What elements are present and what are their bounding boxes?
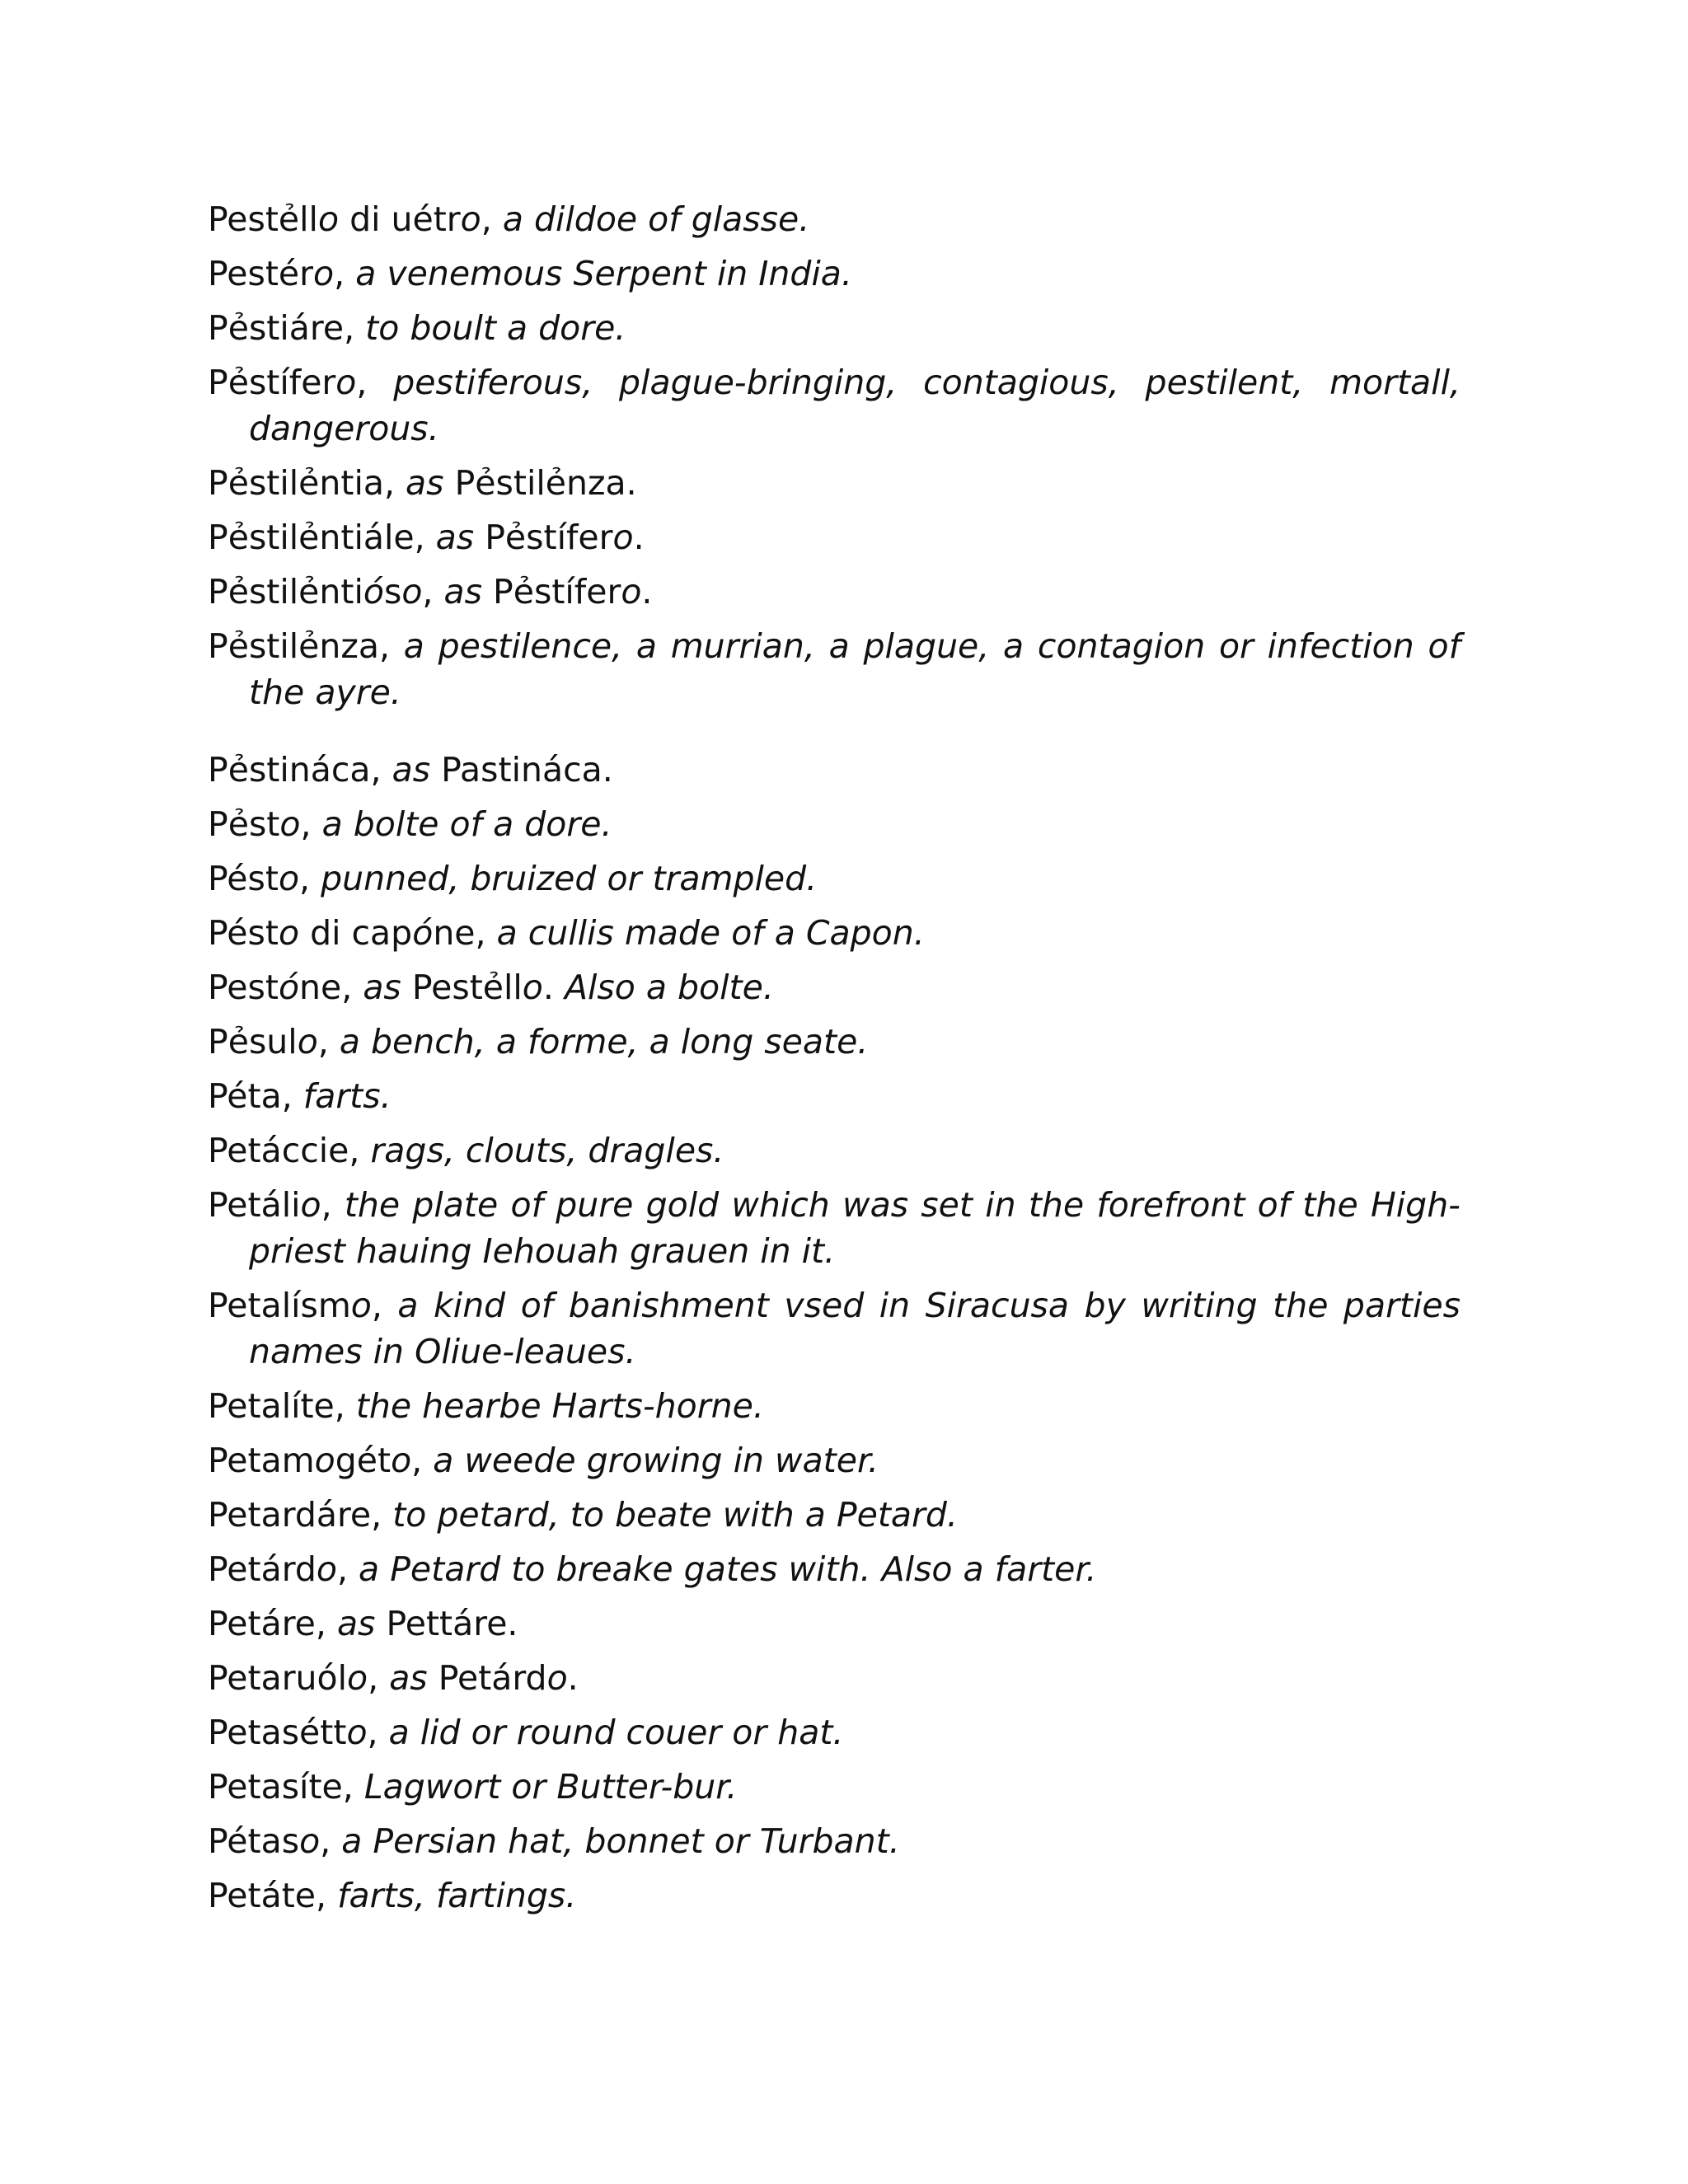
entry-headword-text: , bbox=[299, 859, 321, 898]
entry-gloss-text: o bbox=[317, 199, 340, 239]
dictionary-entries bbox=[208, 196, 1461, 1927]
entry-gloss-text: o bbox=[316, 1549, 337, 1589]
dictionary-entry bbox=[208, 1282, 1461, 1375]
entry-gloss-text: o bbox=[313, 254, 335, 293]
entry-gloss-text: the plate of pure gold which was set in the forefront of the High-priest hauing Iehouah grauen in it. bbox=[249, 1185, 1461, 1271]
entry-headword-text: di uétr bbox=[339, 199, 461, 239]
entry-headword-text: Pẻstiáre, bbox=[208, 308, 366, 348]
entry-headword-text: ne, bbox=[433, 913, 497, 953]
entry-gloss-text: farts. bbox=[302, 1076, 392, 1116]
entry-headword-text: Pettáre. bbox=[375, 1604, 518, 1643]
entry-headword-text: di cap bbox=[299, 913, 413, 953]
entry-gloss-text: o bbox=[314, 1441, 335, 1480]
entry-gloss-text: Lagwort or Butter-bur. bbox=[363, 1767, 738, 1807]
entry-headword-text: Petáccie, bbox=[208, 1131, 371, 1170]
entry-gloss-text: a Persian hat, bonnet or Turbant. bbox=[341, 1821, 900, 1861]
dictionary-entry bbox=[208, 1872, 1461, 1919]
dictionary-entry bbox=[208, 1546, 1461, 1592]
entry-gloss-text: o bbox=[522, 968, 543, 1007]
dictionary-entry bbox=[208, 1073, 1461, 1119]
dictionary-entry bbox=[208, 514, 1461, 560]
entry-headword-text: . bbox=[567, 1658, 579, 1698]
entry-gloss-text: o bbox=[279, 804, 301, 844]
dictionary-entry bbox=[208, 1818, 1461, 1864]
entry-gloss-text: as bbox=[443, 572, 482, 612]
entry-headword-text: Pẻstináca, bbox=[208, 750, 392, 790]
dictionary-entry bbox=[208, 251, 1461, 297]
entry-gloss-text: the hearbe Harts-horne. bbox=[355, 1386, 764, 1426]
dictionary-entry bbox=[208, 964, 1461, 1010]
entry-headword-text: Pẻstífer bbox=[208, 363, 336, 402]
entry-gloss-text: ó bbox=[412, 913, 434, 953]
entry-headword-text: . bbox=[641, 572, 653, 612]
entry-headword-text: Pétas bbox=[208, 1821, 300, 1861]
entry-headword-text: , bbox=[321, 1185, 345, 1225]
dictionary-entry bbox=[208, 1601, 1461, 1647]
entry-gloss-text: a pestilence, a murrian, a plague, a contagion or infection of the ayre. bbox=[249, 626, 1461, 712]
entry-gloss-text: o bbox=[347, 1658, 368, 1698]
dictionary-entry bbox=[208, 1019, 1461, 1065]
entry-gloss-text: ó bbox=[278, 968, 300, 1007]
entry-headword-text: Pést bbox=[208, 859, 279, 898]
entry-headword-text: Petárd bbox=[427, 1658, 547, 1698]
entry-gloss-text: as bbox=[336, 1604, 376, 1643]
entry-gloss-text: o bbox=[612, 518, 634, 557]
entry-gloss-text: a kind of banishment vsed in Siracusa by writing the parties names in Oliue-leaues. bbox=[249, 1286, 1461, 1371]
entry-gloss-text: as bbox=[406, 463, 444, 503]
dictionary-entry bbox=[208, 1437, 1461, 1483]
dictionary-entry bbox=[208, 569, 1461, 615]
entry-headword-text: , bbox=[371, 1286, 398, 1325]
entry-headword-text: Petaruól bbox=[208, 1658, 348, 1698]
entry-gloss-text: a bolte of a dore. bbox=[321, 804, 612, 844]
dictionary-entry bbox=[208, 801, 1461, 847]
entry-headword-text: Pestẻll bbox=[401, 968, 523, 1007]
entry-gloss-text: o bbox=[335, 363, 357, 402]
entry-gloss-text: o bbox=[278, 859, 300, 898]
entry-gloss-text: o bbox=[546, 1658, 568, 1698]
entry-headword-text: Pest bbox=[208, 968, 279, 1007]
entry-gloss-text: o bbox=[401, 572, 423, 612]
dictionary-entry bbox=[208, 747, 1461, 793]
entry-headword-text: Petasíte, bbox=[208, 1767, 364, 1807]
dictionary-entry bbox=[208, 623, 1461, 715]
entry-gloss-text: o bbox=[391, 1441, 412, 1480]
entry-headword-text: Pẻstilẻnza, bbox=[208, 626, 404, 666]
entry-gloss-text: o bbox=[278, 913, 300, 953]
entry-gloss-text: as bbox=[363, 968, 401, 1007]
entry-headword-text: . bbox=[542, 968, 565, 1007]
entry-headword-text: Pẻstilẻntia, bbox=[208, 463, 406, 503]
entry-gloss-text: a bench, a forme, a long seate. bbox=[339, 1022, 869, 1062]
entry-headword-text: , bbox=[411, 1441, 434, 1480]
entry-headword-text: , bbox=[336, 1549, 359, 1589]
entry-gloss-text: o bbox=[299, 1821, 321, 1861]
dictionary-entry bbox=[208, 1182, 1461, 1274]
entry-headword-text: Pẻstilẻnti bbox=[208, 572, 363, 612]
entry-gloss-text: Also a bolte. bbox=[564, 968, 774, 1007]
entry-headword-text: Petárd bbox=[208, 1549, 316, 1589]
entry-gloss-text: a weede growing in water. bbox=[433, 1441, 879, 1480]
entry-headword-text: Pestér bbox=[208, 254, 314, 293]
dictionary-entry bbox=[208, 1709, 1461, 1755]
dictionary-entry bbox=[208, 196, 1461, 242]
dictionary-entry bbox=[208, 1764, 1461, 1810]
entry-gloss-text: a Petard to breake gates with. Also a farter. bbox=[359, 1549, 1097, 1589]
entry-gloss-text: o bbox=[297, 1022, 318, 1062]
entry-gloss-text: a cullis made of a Capon. bbox=[496, 913, 925, 953]
entry-headword-text: Petalíte, bbox=[208, 1386, 356, 1426]
entry-gloss-text: o bbox=[346, 1713, 368, 1752]
entry-gloss-text: as bbox=[389, 1658, 428, 1698]
dictionary-entry bbox=[208, 1127, 1461, 1174]
entry-headword-text: Petáre, bbox=[208, 1604, 337, 1643]
entry-headword-text: Petardáre, bbox=[208, 1495, 393, 1535]
dictionary-entry bbox=[208, 305, 1461, 351]
entry-headword-text: Pẻstilẻnza. bbox=[443, 463, 637, 503]
entry-gloss-text: as bbox=[392, 750, 431, 790]
entry-gloss-text: as bbox=[435, 518, 475, 557]
entry-gloss-text: pestiferous, plague-bringing, contagious, pestilent, mortall, dangerous. bbox=[249, 363, 1461, 448]
dictionary-entry bbox=[208, 460, 1461, 506]
dictionary-entry bbox=[208, 1655, 1461, 1701]
dictionary-entry bbox=[208, 1383, 1461, 1429]
entry-headword-text: , bbox=[368, 1658, 390, 1698]
entry-gloss-text: o bbox=[460, 199, 481, 239]
entry-headword-text: , bbox=[422, 572, 444, 612]
entry-headword-text: Pẻstilẻntiále, bbox=[208, 518, 436, 557]
dictionary-entry bbox=[208, 910, 1461, 956]
entry-gloss-text: punned, bruized or trampled. bbox=[321, 859, 818, 898]
entry-headword-text: . bbox=[633, 518, 645, 557]
entry-headword-text: Pestẻll bbox=[208, 199, 318, 239]
entry-gloss-text: a venemous Serpent in India. bbox=[355, 254, 852, 293]
entry-headword-text: Petasétt bbox=[208, 1713, 347, 1752]
entry-gloss-text: farts, fartings. bbox=[337, 1876, 577, 1915]
entry-headword-text: Pẻsul bbox=[208, 1022, 298, 1062]
entry-headword-text: Pẻstífer bbox=[482, 572, 621, 612]
entry-headword-text: Petáli bbox=[208, 1185, 301, 1225]
entry-headword-text: Péta, bbox=[208, 1076, 303, 1116]
entry-gloss-text: to petard, to beate with a Petard. bbox=[392, 1495, 958, 1535]
entry-headword-text: Pést bbox=[208, 913, 279, 953]
entry-headword-text: Petáte, bbox=[208, 1876, 338, 1915]
entry-headword-text: ne, bbox=[299, 968, 363, 1007]
entry-gloss-text: o bbox=[621, 572, 642, 612]
dictionary-entry bbox=[208, 855, 1461, 902]
entry-gloss-text: a lid or round couer or hat. bbox=[388, 1713, 844, 1752]
entry-headword-text: , bbox=[367, 1713, 389, 1752]
entry-gloss-text: a dildoe of glasse. bbox=[502, 199, 810, 239]
entry-headword-text: , bbox=[300, 804, 322, 844]
entry-headword-text: s bbox=[383, 572, 402, 612]
entry-headword-text: , bbox=[481, 199, 503, 239]
entry-headword-text: Pẻstífer bbox=[474, 518, 613, 557]
entry-headword-text: , bbox=[334, 254, 356, 293]
entry-headword-text: , bbox=[317, 1022, 340, 1062]
dictionary-entry bbox=[208, 359, 1461, 452]
entry-headword-text: gét bbox=[335, 1441, 392, 1480]
entry-headword-text: , bbox=[356, 363, 394, 402]
entry-headword-text: Petalísm bbox=[208, 1286, 351, 1325]
entry-headword-text: Pastináca. bbox=[430, 750, 613, 790]
entry-headword-text: Pẻst bbox=[208, 804, 280, 844]
entry-gloss-text: to boult a dore. bbox=[365, 308, 626, 348]
entry-gloss-text: ó bbox=[363, 572, 384, 612]
entry-gloss-text: rags, clouts, dragles. bbox=[370, 1131, 724, 1170]
entry-gloss-text: o bbox=[300, 1185, 321, 1225]
entry-gloss-text: o bbox=[350, 1286, 372, 1325]
entry-headword-text: , bbox=[320, 1821, 342, 1861]
dictionary-entry bbox=[208, 1492, 1461, 1538]
entry-headword-text: Petam bbox=[208, 1441, 315, 1480]
